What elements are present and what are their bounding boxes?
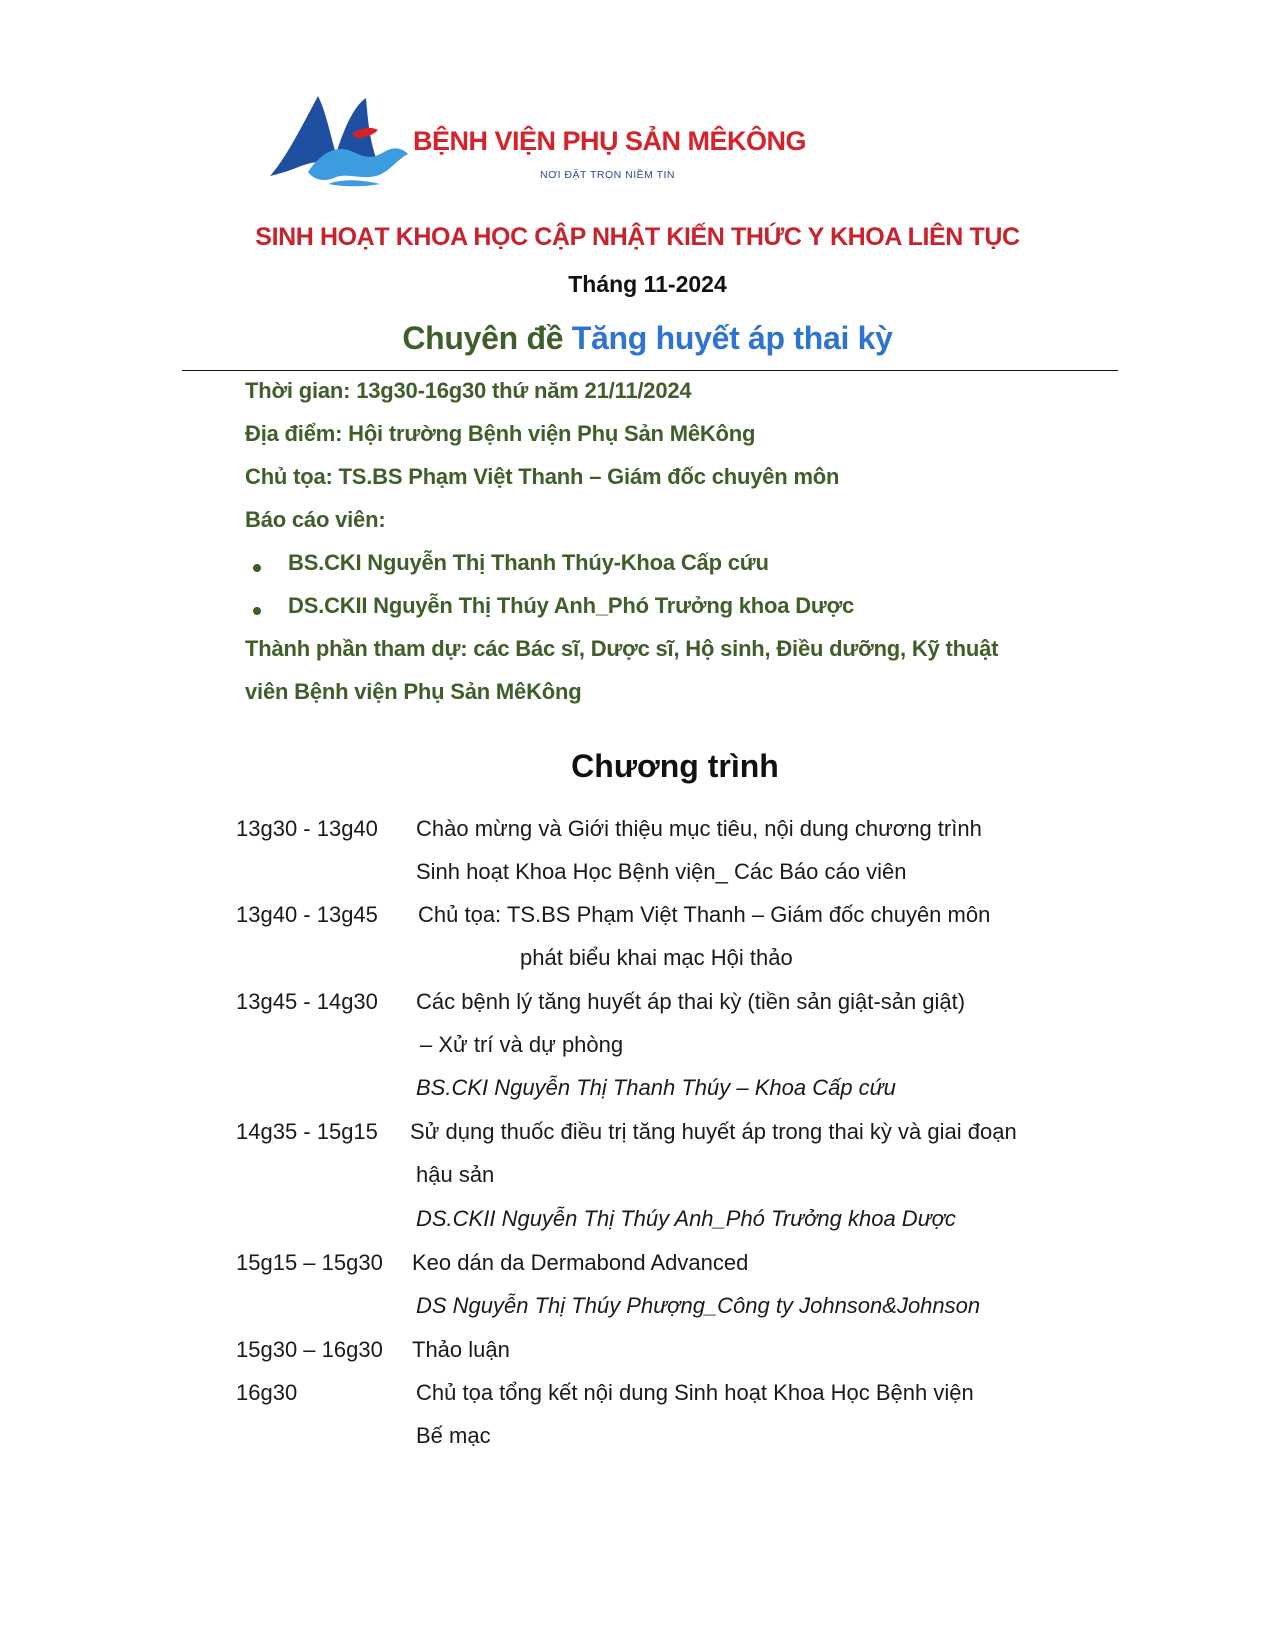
participants-line-1: Thành phần tham dự: các Bác sĩ, Dược sĩ, Hộ sinh, Điều dưỡng, Kỹ thuật — [245, 636, 999, 661]
event-venue: Địa điểm: Hội trường Bệnh viện Phụ Sản MêKông — [245, 421, 756, 446]
speaker-item: DS.CKII Nguyễn Thị Thúy Anh_Phó Trưởng khoa Dược — [288, 593, 855, 618]
program-desc: Thảo luận — [412, 1337, 510, 1362]
logo-wave-mark-icon — [268, 88, 418, 188]
program-time: 13g30 - 13g40 — [236, 816, 378, 841]
program-title: Chương trình — [571, 748, 779, 784]
event-chair: Chủ tọa: TS.BS Phạm Việt Thanh – Giám đốc chuyên môn — [245, 464, 840, 489]
program-desc: Chủ tọa: TS.BS Phạm Việt Thanh – Giám đốc chuyên môn — [418, 902, 991, 927]
topic-name: Tăng huyết áp thai kỳ — [571, 320, 893, 356]
topic-heading — [0, 320, 1275, 357]
program-desc: phát biểu khai mạc Hội thảo — [520, 945, 793, 970]
program-speaker: DS Nguyễn Thị Thúy Phượng_Công ty Johnson&Johnson — [416, 1293, 981, 1318]
program-time: 13g45 - 14g30 — [236, 989, 378, 1014]
speakers-label: Báo cáo viên: — [245, 507, 386, 532]
program-time: 16g30 — [236, 1380, 298, 1405]
program-desc: – Xử trí và dự phòng — [420, 1032, 624, 1057]
program-time: 13g40 - 13g45 — [236, 902, 378, 927]
speaker-item: BS.CKI Nguyễn Thị Thanh Thúy-Khoa Cấp cứu — [288, 550, 769, 575]
hospital-logo — [268, 88, 808, 188]
participants-line-2: viên Bệnh viện Phụ Sản MêKông — [245, 679, 582, 704]
program-speaker: DS.CKII Nguyễn Thị Thúy Anh_Phó Trưởng khoa Dược — [416, 1206, 956, 1231]
program-desc: hậu sản — [416, 1162, 495, 1187]
program-desc: Keo dán da Dermabond Advanced — [412, 1250, 749, 1275]
event-month: Tháng 11-2024 — [568, 271, 727, 297]
program-desc: Bế mạc — [416, 1423, 491, 1448]
header-divider — [182, 370, 1118, 371]
program-time: 15g15 – 15g30 — [236, 1250, 383, 1275]
topic-prefix: Chuyên đề — [402, 320, 564, 356]
program-desc: Chủ tọa tổng kết nội dung Sinh hoạt Khoa Học Bệnh viện — [416, 1380, 974, 1405]
program-desc: Sinh hoạt Khoa Học Bệnh viện_ Các Báo cáo viên — [416, 859, 907, 884]
bullet-icon — [253, 607, 261, 615]
event-time: Thời gian: 13g30-16g30 thứ năm 21/11/2024 — [245, 378, 692, 403]
program-time: 14g35 - 15g15 — [236, 1119, 378, 1144]
event-title: SINH HOẠT KHOA HỌC CẬP NHẬT KIẾN THỨC Y KHOA LIÊN TỤC — [255, 223, 1020, 251]
program-desc: Chào mừng và Giới thiệu mục tiêu, nội dung chương trình — [416, 816, 982, 841]
bullet-icon — [253, 564, 261, 572]
program-desc: Sử dụng thuốc điều trị tăng huyết áp trong thai kỳ và giai đoạn — [410, 1119, 1017, 1144]
program-time: 15g30 – 16g30 — [236, 1337, 383, 1362]
program-speaker: BS.CKI Nguyễn Thị Thanh Thúy – Khoa Cấp cứu — [416, 1075, 896, 1100]
program-desc: Các bệnh lý tăng huyết áp thai kỳ (tiền sản giật-sản giật) — [416, 989, 966, 1014]
logo-hospital-name: BỆNH VIỆN PHỤ SẢN MÊKÔNG — [413, 126, 807, 156]
logo-tagline: NƠI ĐẶT TRỌN NIỀM TIN — [540, 169, 676, 181]
